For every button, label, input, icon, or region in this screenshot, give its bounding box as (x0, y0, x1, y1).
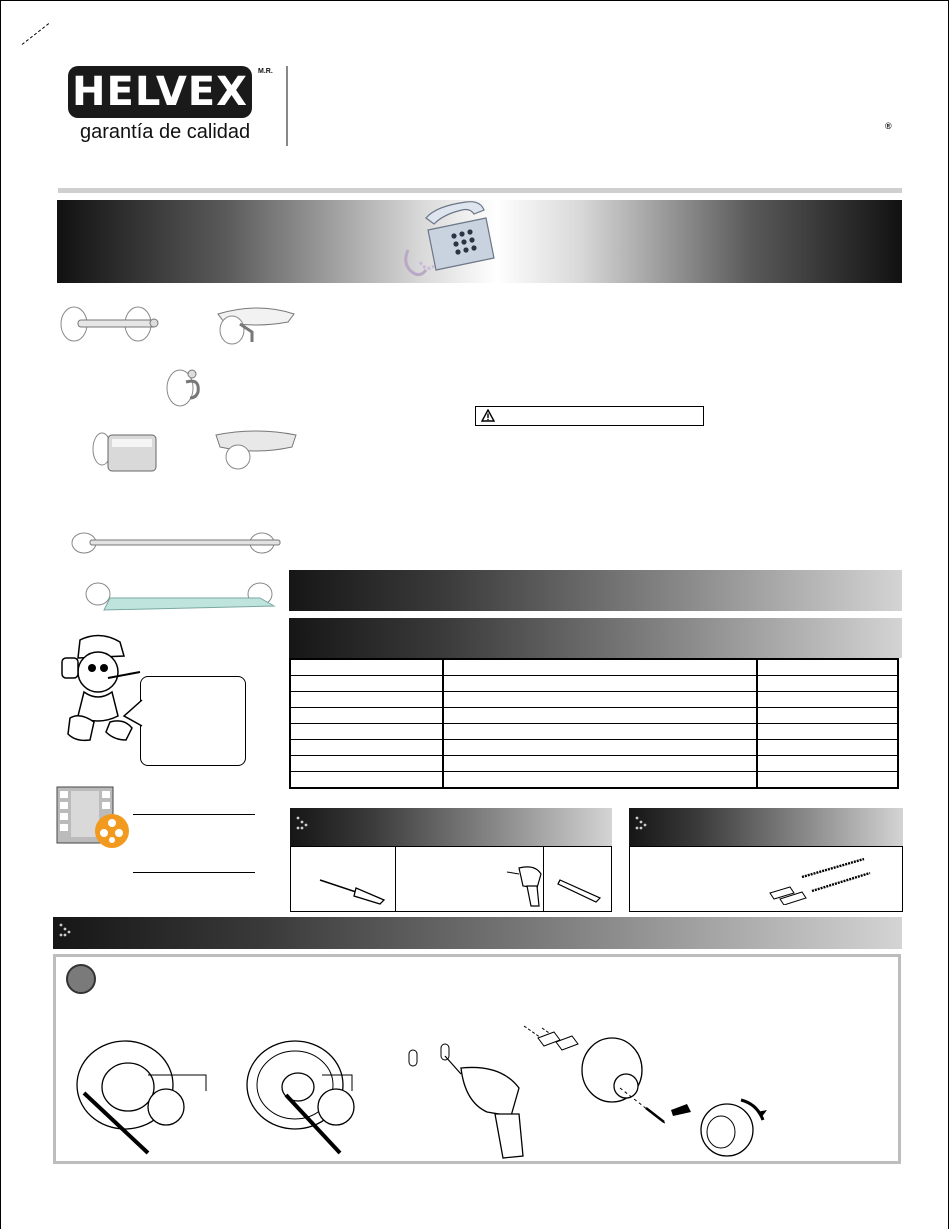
parts-band (629, 808, 903, 846)
glass-shelf-image (80, 580, 280, 612)
warning-box (475, 406, 704, 426)
bullet-dots-icon (296, 816, 308, 830)
toilet-paper-holder-image (58, 300, 163, 345)
section-band-1 (289, 570, 902, 611)
trademark-mark: M.R. (258, 68, 273, 75)
divider-line (133, 814, 255, 815)
covered-paper-holder-image (88, 425, 163, 475)
brand-tagline: garantía de calidad (80, 121, 251, 143)
step-drill-wall-illustration (405, 1040, 525, 1162)
speech-bubble (140, 676, 246, 766)
divider-line (133, 872, 255, 873)
towel-bar-image (66, 525, 286, 557)
soap-tray-image (210, 425, 300, 475)
step-remove-cover-illustration (70, 1035, 220, 1157)
bullet-dots-icon (59, 923, 71, 937)
header-divider (286, 66, 288, 146)
speech-bubble-tail (122, 698, 144, 728)
installation-band (53, 917, 902, 949)
registered-mark: ® (885, 121, 892, 131)
step-loosen-screw-illustration (240, 1035, 390, 1157)
screwdriver-icon (318, 876, 390, 906)
brand-logo (68, 66, 252, 118)
soap-dish-image (210, 300, 300, 345)
warning-triangle-icon (481, 409, 495, 422)
wall-anchor-screws-icon (762, 855, 872, 905)
top-rule (58, 188, 902, 193)
step-mount-base-illustration (520, 1020, 670, 1132)
step-attach-cover-illustration (665, 1090, 775, 1162)
video-reel-icon (55, 785, 130, 850)
tools-band (290, 808, 612, 846)
telephone-icon (398, 200, 498, 278)
step-number-badge (66, 964, 96, 994)
drill-icon (505, 860, 545, 910)
bullet-dots-icon (635, 816, 647, 830)
logo-text: HELVEX (72, 69, 248, 115)
mascot-plumber-image (50, 632, 150, 750)
section-band-2 (289, 618, 902, 658)
tool-divider (395, 846, 396, 912)
pencil-icon (556, 874, 606, 904)
robe-hook-image (160, 362, 220, 412)
